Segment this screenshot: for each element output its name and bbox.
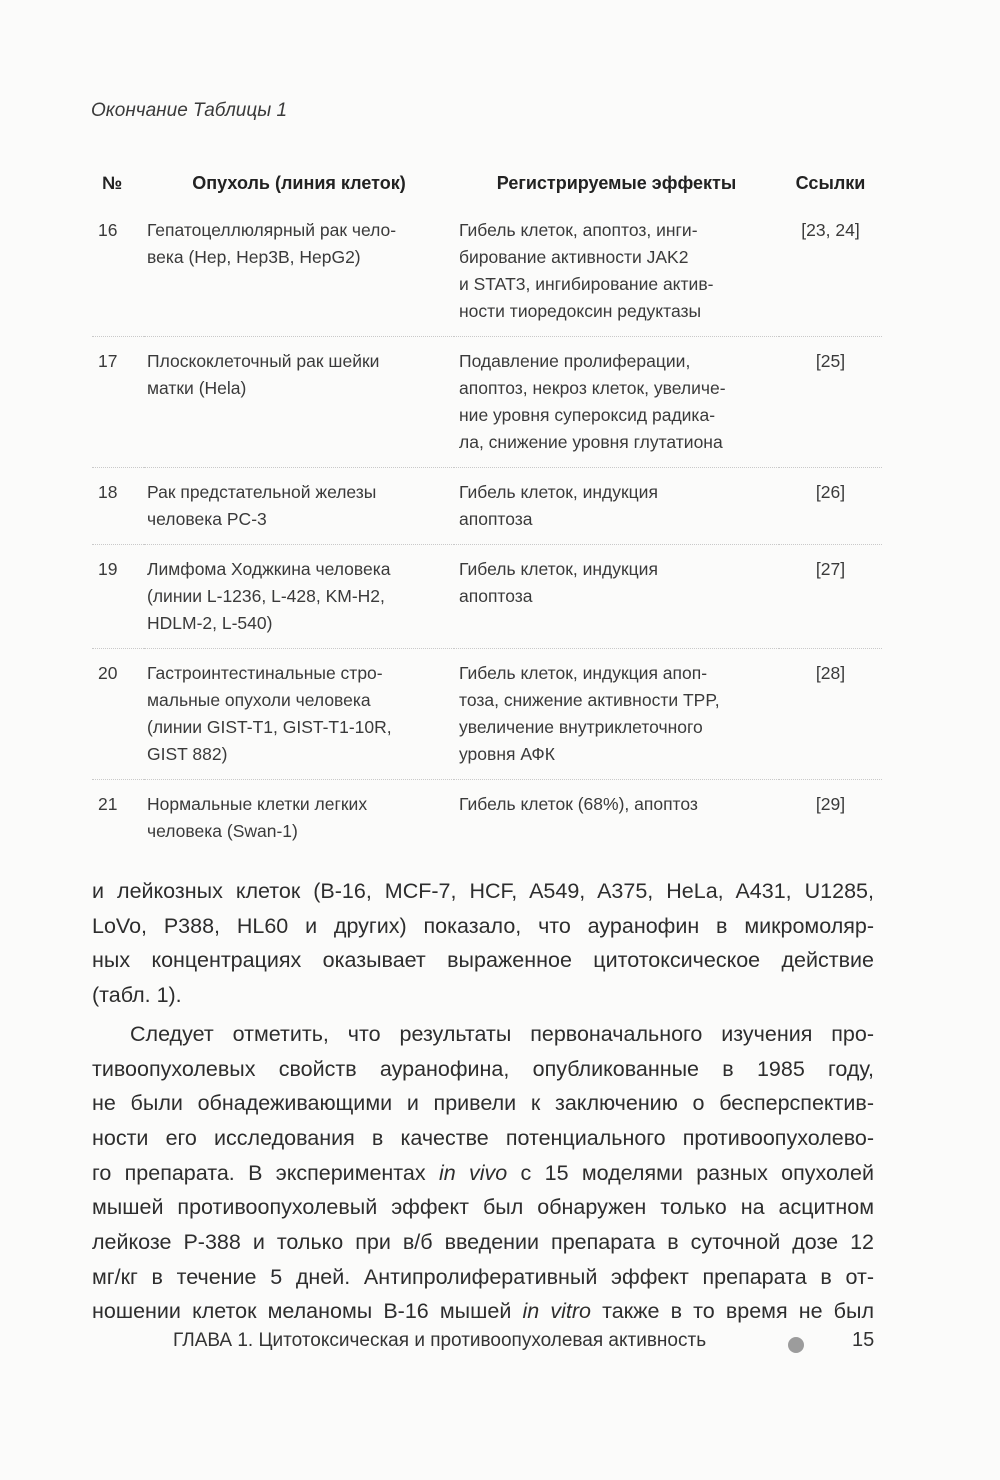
circle-icon: [788, 1337, 804, 1353]
row-effects: [454, 780, 779, 857]
effects-line: увеличение внутриклеточного: [459, 717, 703, 737]
paragraph: [92, 1017, 874, 1329]
text-segment: го препарата. В экспериментах: [92, 1160, 439, 1185]
cell-lines-table: [92, 160, 882, 856]
body-text: [92, 874, 874, 1329]
tumor-line: матки (Hela): [147, 378, 247, 398]
effects-line: апоптоза: [459, 509, 533, 529]
row-tumor: [144, 545, 454, 649]
tumor-line: человека (Swan-1): [147, 821, 298, 841]
text-line: LoVo, P388, HL60 и других) показало, что ауранофин в микромоляр-: [92, 913, 874, 938]
table-row: [92, 545, 882, 649]
row-effects: [454, 649, 779, 780]
effects-line: уровня АФК: [459, 744, 555, 764]
tumor-line: GIST 882): [147, 744, 228, 764]
header-tumor: Опухоль (линия клеток): [192, 173, 406, 193]
row-number: 18: [92, 468, 144, 545]
text-line: Следует отметить, что результаты первоначального изучения про-: [130, 1021, 874, 1046]
row-effects: [454, 468, 779, 545]
row-number: 17: [92, 337, 144, 468]
effects-line: Гибель клеток, индукция апоп-: [459, 663, 708, 683]
header-refs: Ссылки: [795, 173, 866, 193]
row-number: 16: [92, 217, 144, 337]
row-refs: [25]: [779, 337, 882, 468]
text-line: мг/кг в течение 5 дней. Антипролиферативный эффект препарата в от-: [92, 1264, 874, 1289]
table-header-row: [92, 160, 882, 217]
effects-line: ности тиоредоксин редуктазы: [459, 301, 702, 321]
row-effects: [454, 217, 779, 337]
row-refs: [27]: [779, 545, 882, 649]
effects-line: Гибель клеток, индукция: [459, 482, 658, 502]
effects-line: Гибель клеток, индукция: [459, 559, 658, 579]
effects-line: тоза, снижение активности TPP,: [459, 690, 720, 710]
tumor-line: Рак предстательной железы: [147, 482, 377, 502]
page-number: 15: [852, 1329, 875, 1351]
tumor-line: HDLM-2, L-540): [147, 613, 273, 633]
tumor-line: человека PC-3: [147, 509, 267, 529]
table-row: [92, 780, 882, 857]
tumor-line: века (Hep, Hep3B, HepG2): [147, 247, 361, 267]
italic-term: in vivo: [438, 1160, 508, 1185]
row-tumor: [144, 468, 454, 545]
row-number: 19: [92, 545, 144, 649]
row-tumor: [144, 649, 454, 780]
effects-line: апоптоза: [459, 586, 533, 606]
header-number: №: [102, 173, 123, 193]
tumor-line: мальные опухоли человека: [147, 690, 371, 710]
chapter-title: ГЛАВА 1. Цитотоксическая и противоопухолевая активность: [173, 1330, 707, 1351]
table-row: [92, 649, 882, 780]
tumor-line: Плоскоклеточный рак шейки: [147, 351, 380, 371]
row-refs: [26]: [779, 468, 882, 545]
effects-line: ла, снижение уровня глутатиона: [459, 432, 723, 452]
tumor-line: Гастроинтестинальные стро-: [147, 663, 383, 683]
page-footer: [0, 1330, 1000, 1364]
effects-line: Подавление пролиферации,: [459, 351, 691, 371]
text-line: мышей противоопухолевый эффект был обнаружен только на асцитном: [92, 1195, 874, 1220]
tumor-line: (линии L-1236, L-428, KM-H2,: [147, 586, 385, 606]
row-tumor: [144, 337, 454, 468]
row-refs: [29]: [815, 794, 846, 814]
text-line: и лейкозных клеток (B-16, MCF-7, HCF, A549, A375, HeLa, A431, U1285,: [92, 879, 874, 903]
row-number: 21: [98, 794, 118, 814]
effects-line: Гибель клеток (68%), апоптоз: [459, 794, 698, 814]
text-line: [92, 1294, 874, 1329]
tumor-line: Лимфома Ходжкина человека: [147, 559, 391, 579]
effects-line: апоптоз, некроз клеток, увеличе-: [459, 378, 726, 398]
text-line: не были обнадеживающими и привели к заключению о бесперспектив-: [92, 1091, 874, 1116]
row-refs: [23, 24]: [779, 217, 882, 337]
row-effects: [454, 545, 779, 649]
tumor-line: (линии GIST-T1, GIST-T1-10R,: [147, 717, 392, 737]
table-caption: Окончание Таблицы 1: [91, 100, 288, 121]
table-row: [92, 468, 882, 545]
text-line: тивоопухолевых свойств ауранофина, опубликованные в 1985 году,: [92, 1056, 874, 1081]
table-row: [92, 337, 882, 468]
row-tumor: [144, 217, 454, 337]
effects-line: и STAT3, ингибирование актив-: [459, 274, 714, 294]
effects-line: Гибель клеток, апоптоз, инги-: [459, 220, 698, 240]
text-line: (табл. 1).: [92, 983, 182, 1008]
text-line: [92, 1156, 874, 1191]
effects-line: бирование активности JAK2: [459, 247, 689, 267]
header-effects: Регистрируемые эффекты: [496, 173, 737, 193]
row-tumor: [144, 780, 454, 857]
text-line: ных концентрациях оказывает выраженное цитотоксическое действие: [92, 948, 874, 973]
table-row: [92, 217, 882, 337]
text-segment: с 15 моделями разных опухолей: [507, 1160, 874, 1185]
row-effects: [454, 337, 779, 468]
row-refs: [28]: [779, 649, 882, 780]
tumor-line: Нормальные клетки легких: [147, 794, 368, 814]
row-number: 20: [92, 649, 144, 780]
italic-term: in vitro: [522, 1299, 591, 1324]
text-line: ности его исследования в качестве потенциального противоопухолево-: [92, 1125, 874, 1150]
text-segment: ношении клеток меланомы B-16 мышей: [92, 1299, 523, 1324]
effects-line: ние уровня супероксид радика-: [459, 405, 716, 425]
text-segment: также в то время не был: [590, 1299, 874, 1324]
tumor-line: Гепатоцеллюлярный рак чело-: [147, 220, 397, 240]
paragraph: [92, 874, 874, 1013]
text-line: лейкозе P-388 и только при в/б введении препарата в суточной дозе 12: [92, 1230, 874, 1255]
